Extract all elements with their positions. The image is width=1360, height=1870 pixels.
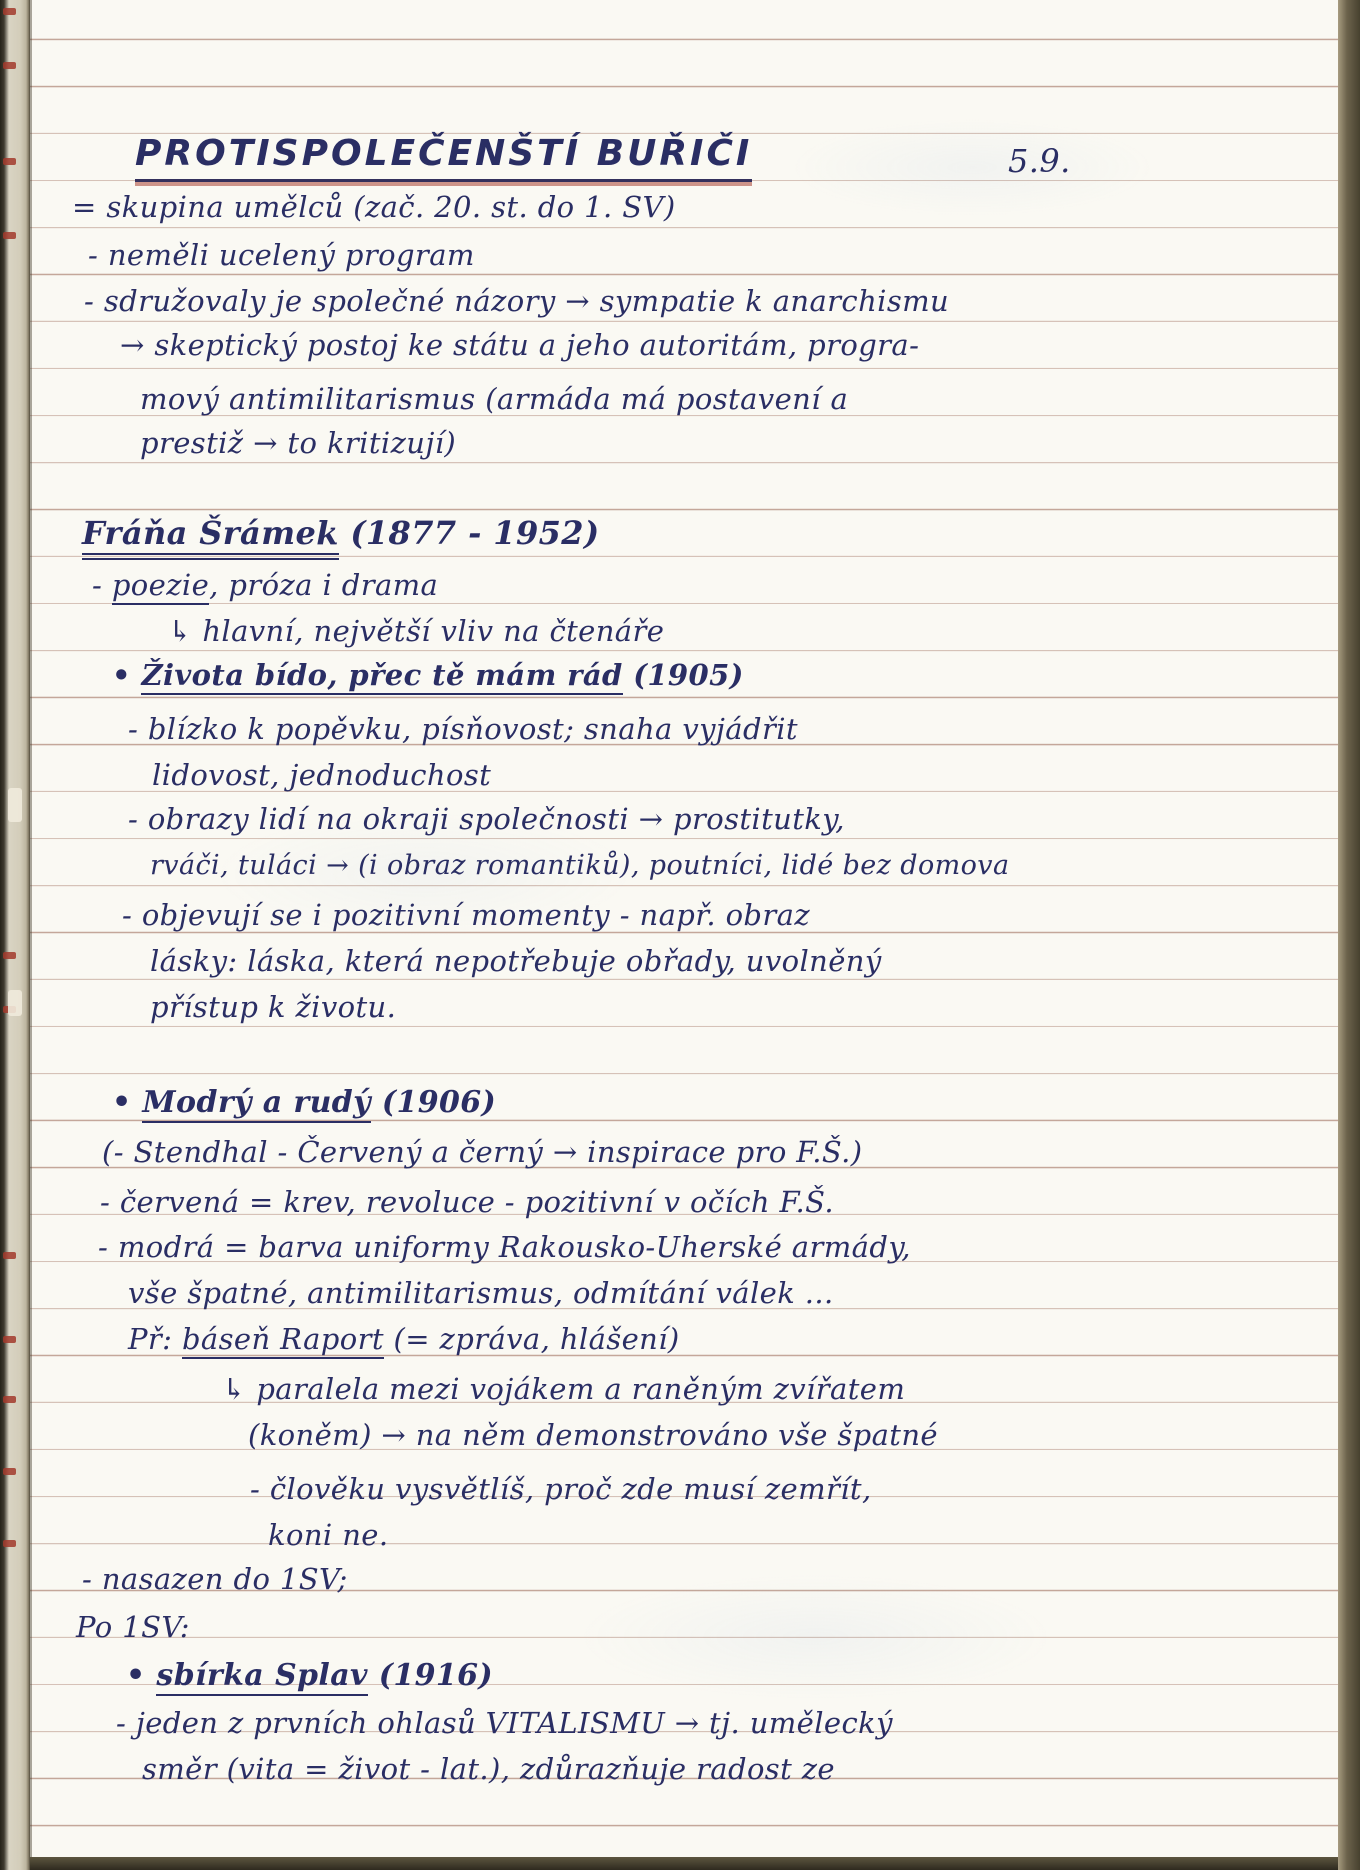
note-text: •	[126, 1658, 157, 1693]
note-line	[102, 1135, 862, 1169]
work-title	[112, 1085, 496, 1120]
note-line	[248, 1418, 938, 1452]
page-date: 5.9.	[1008, 142, 1071, 180]
note-text: (= zpráva, hlášení)	[383, 1322, 680, 1356]
note-text: směr (vita = život - lat.), zdůrazňuje radost ze	[142, 1752, 835, 1786]
note-text: sbírka Splav	[156, 1658, 367, 1696]
red-edge-mark	[3, 1336, 16, 1343]
note-text: - obrazy lidí na okraji společnosti → prostitutky,	[128, 802, 845, 836]
note-line	[100, 1185, 834, 1219]
page-right-edge	[1338, 0, 1360, 1870]
note-line	[150, 850, 1009, 882]
note-text: poezie	[112, 568, 209, 605]
note-text: Fráňa Šrámek	[82, 514, 339, 560]
note-text: - jeden z prvních ohlasů VITALISMU → tj. umělecký	[116, 1706, 893, 1740]
note-text: ↳ hlavní, největší vliv na čtenáře	[168, 614, 665, 648]
note-text: ↳ paralela mezi vojákem a raněným zvířatem	[222, 1372, 906, 1406]
note-text: přístup k životu.	[150, 990, 397, 1024]
note-text: - modrá = barva uniformy Rakousko-Uherské armády,	[98, 1230, 911, 1264]
note-text: (1906)	[371, 1085, 497, 1120]
red-edge-mark	[3, 232, 16, 239]
note-text: - člověku vysvětlíš, proč zde musí zemřít,	[250, 1472, 872, 1506]
note-line	[82, 1562, 348, 1596]
red-edge-mark	[3, 1468, 16, 1475]
note-text: (koněm) → na něm demonstrováno vše špatné	[248, 1418, 938, 1452]
note-line	[268, 1518, 388, 1552]
note-line	[92, 568, 438, 602]
note-text: lásky: láska, která nepotřebuje obřady, uvolněný	[150, 944, 882, 978]
note-line	[128, 1322, 680, 1356]
note-text: lidovost, jednoduchost	[152, 758, 492, 792]
note-text: Života bído, přec tě mám rád	[141, 658, 622, 695]
note-line	[98, 1230, 911, 1264]
note-text: prestiž → to kritizují)	[140, 426, 457, 460]
note-line	[76, 1610, 190, 1644]
page-bottom-edge	[0, 1857, 1360, 1870]
note-line	[168, 614, 664, 648]
note-text: - neměli ucelený program	[88, 238, 475, 272]
note-text: báseň Raport	[182, 1322, 384, 1359]
note-text: rváči, tuláci → (i obraz romantiků), poutníci, lidé bez domova	[150, 850, 1010, 881]
note-line	[128, 802, 845, 836]
note-line	[150, 990, 396, 1024]
author-heading	[82, 515, 600, 553]
note-line	[222, 1372, 905, 1406]
note-text: •	[112, 658, 142, 692]
notebook-spine-edge	[0, 0, 30, 1870]
note-text: = skupina umělců (zač. 20. st. do 1. SV)	[72, 190, 676, 224]
note-text: (1905)	[622, 658, 744, 692]
paper-chip	[8, 990, 22, 1016]
work-title	[126, 1658, 493, 1693]
note-line	[116, 1706, 893, 1740]
note-line	[122, 898, 810, 932]
paper-chip	[8, 788, 22, 822]
note-line	[152, 758, 491, 792]
note-text: (1877 - 1952)	[338, 514, 600, 552]
red-edge-mark	[3, 952, 16, 959]
note-line	[150, 944, 882, 978]
note-text: •	[112, 1085, 143, 1120]
note-line	[128, 1276, 834, 1310]
note-text: - blízko k popěvku, písňovost; snaha vyjádřit	[128, 712, 798, 746]
note-line	[128, 712, 798, 746]
note-text: vše špatné, antimilitarismus, odmítání válek ...	[128, 1276, 834, 1310]
note-text: mový antimilitarismus (armáda má postavení a	[140, 382, 849, 416]
note-line	[120, 328, 919, 362]
note-line	[84, 284, 949, 318]
note-line	[88, 238, 475, 272]
red-edge-mark	[3, 1396, 16, 1403]
note-text: koni ne.	[268, 1518, 389, 1552]
note-text: (- Stendhal - Červený a černý → inspirace pro F.Š.)	[102, 1135, 863, 1169]
red-edge-mark	[3, 1540, 16, 1547]
note-line	[250, 1472, 872, 1506]
note-line	[72, 190, 676, 224]
note-text: Př:	[128, 1322, 182, 1356]
work-title	[112, 658, 744, 692]
note-text: - sdružovaly je společné názory → sympatie k anarchismu	[84, 284, 950, 318]
red-edge-mark	[3, 8, 16, 15]
note-text: - červená = krev, revoluce - pozitivní v očích F.Š.	[100, 1185, 835, 1219]
note-line	[140, 382, 848, 416]
page-title: PROTISPOLEČENŠTÍ BUŘIČI	[135, 133, 752, 175]
note-text: - nasazen do 1SV;	[82, 1562, 348, 1596]
red-edge-mark	[3, 158, 16, 165]
note-text: (1916)	[367, 1658, 494, 1693]
note-text: , próza i drama	[209, 568, 439, 602]
note-text: Po 1SV:	[76, 1610, 190, 1644]
note-text: -	[92, 568, 112, 602]
red-edge-mark	[3, 1252, 16, 1259]
note-text: Modrý a rudý	[142, 1085, 371, 1123]
note-text: - objevují se i pozitivní momenty - např. obraz	[122, 898, 811, 932]
note-text: → skeptický postoj ke státu a jeho autoritám, progra-	[120, 328, 920, 362]
note-line	[140, 426, 456, 460]
red-edge-mark	[3, 62, 16, 69]
note-line	[142, 1752, 835, 1786]
